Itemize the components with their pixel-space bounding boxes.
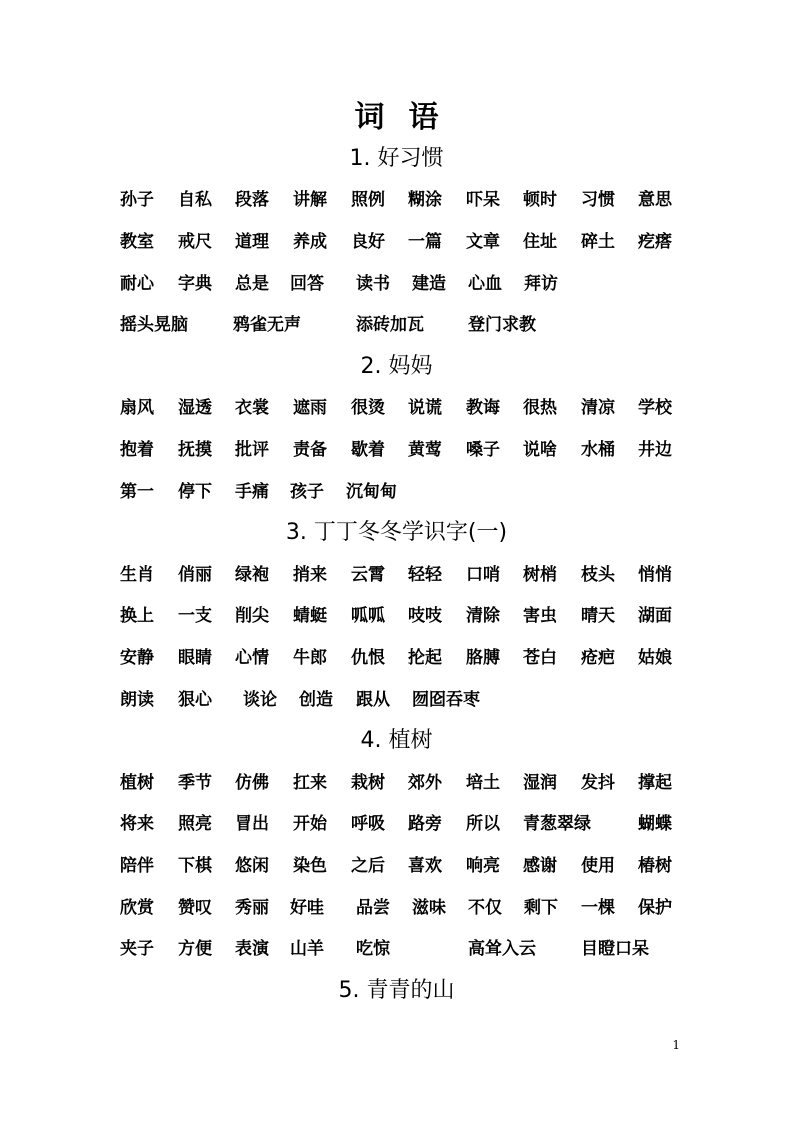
word: 段落 [235,190,269,210]
word: 苍白 [523,648,557,668]
word: 削尖 [235,606,269,626]
word-row [120,477,680,507]
word: 水桶 [581,440,615,460]
word: 扛来 [293,773,327,793]
word: 耐心 [120,274,154,294]
word: 蝴蝶 [638,814,672,834]
word: 枝头 [581,565,615,585]
word: 表演 [235,939,269,959]
word: 创造 [299,690,333,710]
word: 不仅 [468,898,502,918]
word: 回答 [290,274,324,294]
word: 喜欢 [408,856,442,876]
word: 季节 [178,773,212,793]
word: 谈论 [243,690,277,710]
word: 清除 [466,606,500,626]
word: 心血 [468,274,502,294]
word: 一棵 [581,898,615,918]
word: 照例 [351,190,385,210]
word: 高耸入云 [468,939,536,959]
word: 发抖 [581,773,615,793]
word: 抡起 [408,648,442,668]
word: 晴天 [581,606,615,626]
word-row [120,893,680,923]
word: 顿时 [523,190,557,210]
word-row [120,768,680,798]
word: 湿透 [178,398,212,418]
word-row [120,310,680,340]
word: 胳膊 [466,648,500,668]
word: 孩子 [290,482,324,502]
word: 好哇 [290,898,324,918]
word: 添砖加瓦 [356,315,424,335]
word: 姑娘 [638,648,672,668]
word: 一篇 [408,232,442,252]
word: 赞叹 [178,898,212,918]
section-heading: 1. 好习惯 [349,146,444,171]
word: 鸦雀无声 [233,315,301,335]
word: 井边 [638,440,672,460]
word: 朗读 [120,690,154,710]
word: 开始 [293,814,327,834]
word: 眼睛 [178,648,212,668]
word: 欣赏 [120,898,154,918]
word: 字典 [178,274,212,294]
section-heading: 4. 植树 [360,728,433,753]
word: 抱着 [120,440,154,460]
word: 住址 [523,232,557,252]
word: 很热 [523,398,557,418]
word: 安静 [120,648,154,668]
word: 文章 [466,232,500,252]
word: 生肖 [120,565,154,585]
word: 遮雨 [293,398,327,418]
word: 碎土 [581,232,615,252]
word: 糊涂 [408,190,442,210]
word: 秀丽 [235,898,269,918]
word: 第一 [120,482,154,502]
word: 之后 [351,856,385,876]
word-row [120,809,680,839]
word: 自私 [178,190,212,210]
word: 换上 [120,606,154,626]
word: 讲解 [293,190,327,210]
word: 意思 [638,190,672,210]
word: 下棋 [178,856,212,876]
word: 教诲 [466,398,500,418]
word: 品尝 [356,898,390,918]
word: 停下 [178,482,212,502]
word: 吓呆 [466,190,500,210]
word-row [120,435,680,465]
word-row [120,601,680,631]
word: 吃惊 [356,939,390,959]
word: 培土 [466,773,500,793]
word: 囫囵吞枣 [412,690,480,710]
word: 牛郎 [293,648,327,668]
word: 抚摸 [178,440,212,460]
word: 染色 [293,856,327,876]
word: 建造 [412,274,446,294]
word: 批评 [235,440,269,460]
word: 悠闲 [235,856,269,876]
word: 方便 [178,939,212,959]
word: 轻轻 [408,565,442,585]
word: 害虫 [523,606,557,626]
word-row [120,227,680,257]
word: 绿袍 [235,565,269,585]
word: 栽树 [351,773,385,793]
word: 路旁 [408,814,442,834]
word: 教室 [120,232,154,252]
word: 一支 [178,606,212,626]
word: 青葱翠绿 [523,814,591,834]
word-row [120,185,680,215]
word: 仿佛 [235,773,269,793]
word: 说啥 [523,440,557,460]
word: 疙瘩 [638,232,672,252]
word-row [120,851,680,881]
word: 湖面 [638,606,672,626]
word: 心情 [235,648,269,668]
word: 疮疤 [581,648,615,668]
word: 吱吱 [408,606,442,626]
word: 俏丽 [178,565,212,585]
word: 照亮 [178,814,212,834]
word: 使用 [581,856,615,876]
word: 山羊 [290,939,324,959]
word: 树梢 [523,565,557,585]
word: 云霄 [351,565,385,585]
word-row [120,393,680,423]
word: 感谢 [523,856,557,876]
word: 读书 [356,274,390,294]
word: 目瞪口呆 [581,939,649,959]
word: 歇着 [351,440,385,460]
word: 所以 [466,814,500,834]
word: 陪伴 [120,856,154,876]
word: 习惯 [581,190,615,210]
word: 责备 [293,440,327,460]
word: 登门求教 [468,315,536,335]
word: 摇头晃脑 [120,315,188,335]
word: 狠心 [178,690,212,710]
word: 黄莺 [408,440,442,460]
word: 植树 [120,773,154,793]
word: 呱呱 [351,606,385,626]
word: 呼吸 [351,814,385,834]
word: 手痛 [235,482,269,502]
word-row [120,685,680,715]
word: 保护 [638,898,672,918]
word: 口哨 [466,565,500,585]
word: 郊外 [408,773,442,793]
word-row [120,643,680,673]
word: 剩下 [524,898,558,918]
word: 悄悄 [638,565,672,585]
word-row [120,934,680,964]
word: 湿润 [523,773,557,793]
page-number: 1 [672,1038,680,1052]
word-row [120,269,680,299]
word: 夹子 [120,939,154,959]
page-title: 词语 [354,100,463,135]
word: 撑起 [638,773,672,793]
section-heading: 3. 丁丁冬冬学识字(一) [285,520,508,545]
word: 仇恨 [351,648,385,668]
word: 戒尺 [178,232,212,252]
word: 将来 [120,814,154,834]
word: 说谎 [408,398,442,418]
word-row [120,560,680,590]
section-heading: 5. 青青的山 [338,978,455,1003]
word: 捎来 [293,565,327,585]
word: 沉甸甸 [346,482,397,502]
word: 学校 [638,398,672,418]
word: 响亮 [466,856,500,876]
word: 蜻蜓 [293,606,327,626]
section-heading: 2. 妈妈 [360,354,433,379]
word: 扇风 [120,398,154,418]
word: 冒出 [235,814,269,834]
word: 椿树 [638,856,672,876]
word: 养成 [293,232,327,252]
word: 衣裳 [235,398,269,418]
word: 总是 [235,274,269,294]
word: 孙子 [120,190,154,210]
word: 清凉 [581,398,615,418]
word: 良好 [351,232,385,252]
word: 拜访 [524,274,558,294]
word: 滋味 [412,898,446,918]
word: 嗓子 [466,440,500,460]
word: 很烫 [351,398,385,418]
word: 道理 [235,232,269,252]
word: 跟从 [356,690,390,710]
